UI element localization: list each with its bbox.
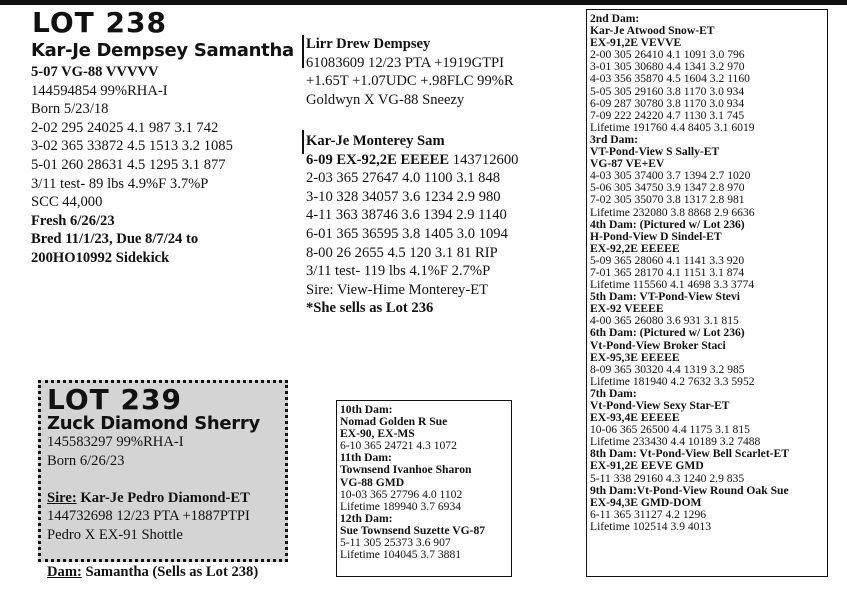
sire-line: 61083609 12/23 PTA +1919GTPI — [306, 54, 505, 71]
dam-ancestor-line: 7-02 305 35070 3.8 1317 2.8 981 — [590, 193, 745, 207]
dam-ancestor-line: 5-09 365 28060 4.1 1141 3.3 920 — [590, 253, 745, 267]
ancestor-line: VG-88 GMD — [340, 475, 405, 489]
sire-line: +1.65T +1.07UDC +.98FLC 99%R — [306, 73, 514, 90]
lot-239-line — [47, 563, 258, 582]
ancestor-line: 12th Dam: — [340, 511, 393, 525]
dam-ancestor-line: 6-09 287 30780 3.8 1170 3.0 934 — [590, 96, 745, 110]
ancestors-list — [340, 404, 485, 561]
dam-line-head: 6-09 EX-92,2E EEEEE — [306, 151, 450, 168]
dams-pedigree-box — [586, 9, 828, 577]
lot-238-line: 200HO10992 Sidekick — [31, 249, 170, 266]
dam-ancestor-line: 7-01 365 28170 4.1 1151 3.1 874 — [590, 265, 745, 279]
ancestor-line: EX-90, EX-MS — [340, 427, 415, 441]
dam-ancestor-line: EX-92 VEEEE — [590, 302, 664, 316]
dam-ancestor-line: 6th Dam: (Pictured w/ Lot 236) — [590, 326, 745, 340]
dam-ancestor-line: 5-11 338 29160 4.3 1240 2.9 835 — [590, 471, 745, 485]
lot-238-cow-name: Kar-Je Dempsey Samantha — [31, 40, 294, 61]
lot-238-label: LOT 238 — [32, 6, 167, 39]
lot-239-line-tail: Samantha (Sells as Lot 238) — [81, 564, 259, 581]
dam-ancestor-line: Lifetime 191760 4.4 8405 3.1 6019 — [590, 120, 755, 134]
dam-ancestor-line: Lifetime 102514 3.9 4013 — [590, 519, 712, 533]
lot-238-details — [31, 63, 233, 268]
dam-ancestor-line: 5-05 305 29160 3.8 1170 3.0 934 — [590, 84, 745, 98]
dam-ancestor-line: Vt-Pond-View Sexy Star-ET — [590, 399, 730, 412]
lot-239-label: LOT 239 — [47, 383, 182, 416]
lot-238-line: Fresh 6/26/23 — [31, 212, 115, 229]
lot-238-line: 3-02 365 33872 4.5 1513 3.2 1085 — [31, 138, 233, 155]
lot-238-line: Born 5/23/18 — [31, 101, 109, 118]
dam-line: 6-01 365 36595 3.8 1405 3.0 1094 — [306, 225, 508, 242]
dam-ancestor-line: 7th Dam: — [590, 386, 637, 400]
dam-ancestor-line: 7-09 222 24220 4.7 1130 3.1 745 — [590, 108, 745, 122]
lot-238-line: 3/11 test- 89 lbs 4.9%F 3.7%P — [31, 175, 209, 192]
dam-ancestor-line: EX-91,2E EEVE GMD — [590, 459, 704, 473]
lot-239-line — [47, 489, 258, 508]
lot-238-line: Bred 11/1/23, Due 8/7/24 to — [31, 231, 199, 248]
lot-239-line: 144732698 12/23 PTA +1887PTPI — [47, 508, 250, 525]
dam-line: 3/11 test- 119 lbs 4.1%F 2.7%P — [306, 263, 491, 280]
dam-ancestor-line: 3-01 305 30680 4.4 1341 3.2 970 — [590, 60, 745, 74]
dam-ancestor-line: 10-06 365 26500 4.4 1175 3.1 815 — [590, 423, 750, 437]
sire-line: Lirr Drew Dempsey — [306, 36, 431, 52]
dam-divider — [302, 130, 304, 154]
lot-239-line: 145583297 99%RHA-I — [47, 434, 184, 450]
dam-ancestor-line: 4-03 305 37400 3.7 1394 2.7 1020 — [590, 169, 751, 183]
ancestors-box — [336, 400, 512, 577]
dam-ancestor-line: 9th Dam:Vt-Pond-View Round Oak Sue — [590, 483, 789, 497]
dams-list — [590, 13, 789, 533]
ancestor-line: Sue Townsend Suzette VG-87 — [340, 523, 486, 537]
lot-239-line-head: Sire: — [47, 489, 77, 506]
dam-ancestor-line: 8th Dam: Vt-Pond-View Bell Scarlet-ET — [590, 447, 790, 461]
ancestor-line: 10th Dam: — [340, 403, 393, 416]
dam-ancestor-line: 4th Dam: (Pictured w/ Lot 236) — [590, 217, 745, 231]
ancestor-line: 6-10 365 24721 4.3 1072 — [340, 439, 457, 453]
ancestor-line: Townsend Ivanhoe Sharon — [340, 463, 472, 477]
dam-ancestor-line: 2nd Dam: — [590, 12, 640, 25]
lot-239-line-head: Dam: — [47, 564, 82, 581]
dam-ancestor-line: 3rd Dam: — [590, 132, 638, 146]
ancestor-line: Lifetime 104045 3.7 3881 — [340, 548, 462, 562]
dam-ancestor-line: Lifetime 233430 4.4 10189 3.2 7488 — [590, 435, 761, 449]
dam-ancestor-line: 6-11 365 31127 4.2 1296 — [590, 507, 707, 521]
lot-239-details — [47, 433, 258, 582]
dam-line: Kar-Je Monterey Sam — [306, 133, 445, 149]
dam-line: Sire: View-Hime Monterey-ET — [306, 281, 489, 298]
lot-238-line: 5-07 VG-88 VVVVV — [31, 64, 159, 80]
dam-ancestor-line: 4-03 356 35870 4.5 1604 3.2 1160 — [590, 72, 750, 86]
dam-ancestor-line: H-Pond-View D Sindel-ET — [590, 229, 722, 243]
ancestor-line: 10-03 365 27796 4.0 1102 — [340, 487, 463, 501]
dam-line: 3-10 328 34057 3.6 1234 2.9 980 — [306, 188, 501, 205]
dam-line: 4-11 363 38746 3.6 1394 2.9 1140 — [306, 207, 507, 224]
dam-ancestor-line: EX-93,4E EEEEE — [590, 411, 680, 425]
lot-238-line: 5-01 260 28631 4.5 1295 3.1 877 — [31, 156, 226, 173]
dam-ancestor-line: EX-94,3E GMD-DOM — [590, 495, 702, 509]
ancestor-line: 5-11 305 25373 3.6 907 — [340, 536, 451, 550]
lot-238-line: 2-02 295 24025 4.1 987 3.1 742 — [31, 119, 219, 136]
dam-ancestor-line: EX-92,2E EEEEE — [590, 241, 680, 255]
top-rule — [0, 0, 847, 5]
dam-ancestor-line: VT-Pond-View S Sally-ET — [590, 145, 720, 159]
ancestor-line: Nomad Golden R Sue — [340, 415, 448, 429]
lot-238-line: SCC 44,000 — [31, 194, 103, 211]
dam-ancestor-line: 8-09 365 30320 4.4 1319 3.2 985 — [590, 362, 745, 376]
lot-239-line — [47, 545, 258, 564]
dam-line: *She sells as Lot 236 — [306, 300, 434, 317]
dam-ancestor-line: Kar-Je Atwood Snow-ET — [590, 24, 715, 38]
sire-divider — [302, 35, 304, 68]
dam-ancestor-line: 2-00 305 26410 4.1 1091 3.0 796 — [590, 48, 745, 62]
dam-ancestor-line: 4-00 365 26080 3.6 931 3.1 815 — [590, 314, 739, 328]
dam-ancestor-line: Vt-Pond-View Broker Staci — [590, 338, 726, 352]
ancestor-line: 11th Dam: — [340, 451, 392, 465]
dam-ancestor-line: Lifetime 232080 3.8 8868 2.9 6636 — [590, 205, 755, 219]
ancestor-line: Lifetime 189940 3.7 6934 — [340, 499, 462, 513]
dam-line: 8-00 26 2655 4.5 120 3.1 81 RIP — [306, 244, 498, 261]
dam-ancestor-line: 5-06 305 34750 3.9 1347 2.8 970 — [590, 181, 745, 195]
dam-line: 2-03 365 27647 4.0 1100 3.1 848 — [306, 170, 501, 187]
dam-block — [306, 132, 518, 318]
lot-239-line — [47, 470, 258, 489]
dam-ancestor-line: Lifetime 115560 4.1 4698 3.3 3774 — [590, 278, 755, 292]
lot-239-line: Born 6/26/23 — [47, 452, 125, 469]
lot-239-line-tail: Kar-Je Pedro Diamond-ET — [76, 489, 250, 506]
dam-ancestor-line: EX-91,2E VEVVE — [590, 36, 682, 50]
dam-ancestor-line: VG-87 VE+EV — [590, 157, 665, 171]
dam-ancestor-line: Lifetime 181940 4.2 7632 3.3 5952 — [590, 374, 755, 388]
dam-line — [306, 151, 518, 170]
lot-239-line: Pedro X EX-91 Shottle — [47, 526, 183, 543]
lot-238-line: 144594854 99%RHA-I — [31, 82, 168, 99]
lot-239-box — [38, 380, 288, 581]
lot-239-cow-name: Zuck Diamond Sherry — [47, 413, 260, 434]
sire-block — [306, 35, 514, 109]
dam-ancestor-line: EX-95,3E EEEEE — [590, 350, 680, 364]
dam-ancestor-line: 5th Dam: VT-Pond-View Stevi — [590, 290, 740, 304]
dam-line-tail: 143712600 — [449, 151, 519, 168]
sire-line: Goldwyn X VG-88 Sneezy — [306, 91, 465, 108]
